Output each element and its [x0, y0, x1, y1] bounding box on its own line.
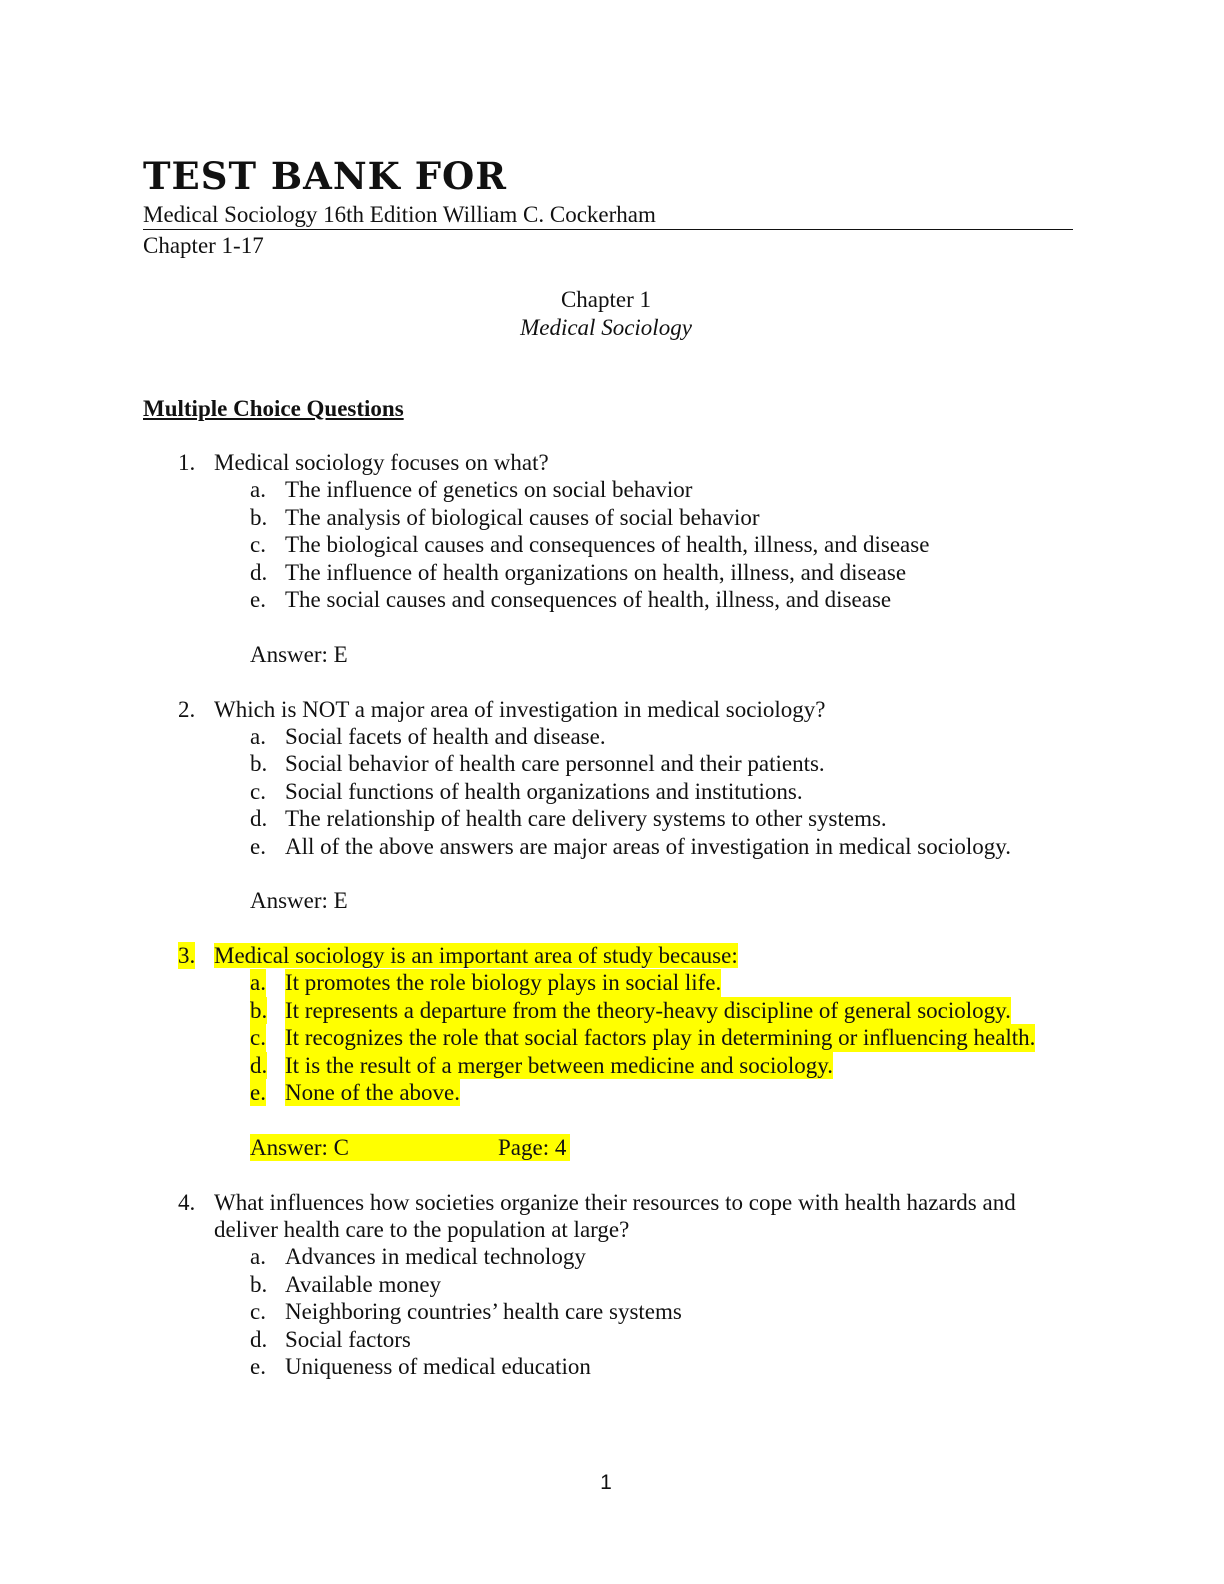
option-a	[0, 1243, 1224, 1270]
option-text: It promotes the role biology plays in social life.	[285, 970, 722, 996]
option-letter: a.	[250, 970, 266, 996]
option-text: The analysis of biological causes of social behavior	[285, 504, 760, 530]
question-list	[0, 449, 1224, 1380]
answer-text: Answer: C	[250, 1134, 350, 1160]
option-a	[0, 723, 1224, 750]
question-3	[0, 942, 1224, 1161]
option-letter: c.	[250, 532, 266, 558]
option-a	[0, 969, 1224, 996]
question-stem	[0, 1189, 1224, 1244]
option-text: The relationship of health care delivery systems to other systems.	[285, 806, 887, 832]
option-d	[0, 559, 1224, 586]
option-letter: c.	[250, 778, 266, 804]
page-number: 1	[600, 1471, 612, 1494]
page-reference: Page: 4	[498, 1134, 567, 1160]
option-text: The influence of health organizations on health, illness, and disease	[285, 559, 907, 585]
option-text: It recognizes the role that social factors play in determining or influencing health.	[285, 1025, 1036, 1051]
option-c	[0, 778, 1224, 805]
document-subtitle: Medical Sociology 16th Edition William C. Cockerham	[143, 202, 656, 227]
option-d	[0, 1052, 1224, 1079]
option-b	[0, 997, 1224, 1024]
option-c	[0, 1298, 1224, 1325]
option-text: The influence of genetics on social behavior	[285, 477, 693, 503]
answer-text: Answer: E	[250, 641, 348, 667]
option-e	[0, 1353, 1224, 1380]
answer-row	[0, 887, 1224, 914]
question-stem	[0, 942, 1224, 969]
question-number: 4.	[178, 1189, 196, 1215]
option-letter: e.	[250, 586, 266, 612]
question-4	[0, 1189, 1224, 1381]
option-text: Social factors	[285, 1326, 411, 1352]
option-list	[0, 969, 1224, 1106]
highlighted-text: Medical sociology is an important area of study because:	[214, 943, 738, 969]
option-letter: a.	[250, 1244, 266, 1270]
option-letter: d.	[250, 1326, 268, 1352]
answer-text: Answer: E	[250, 888, 348, 914]
question-number: 3.	[178, 943, 196, 969]
option-e	[0, 1079, 1224, 1106]
option-letter: e.	[250, 1080, 266, 1106]
chapter-heading	[0, 286, 1212, 342]
option-text: It represents a departure from the theory-heavy discipline of general sociology.	[285, 997, 1011, 1023]
option-letter: a.	[250, 723, 266, 749]
option-c	[0, 1024, 1224, 1051]
option-text: All of the above answers are major areas of investigation in medical sociology.	[285, 833, 1011, 859]
option-c	[0, 531, 1224, 558]
question-text: What influences how societies organize their resources to cope with health hazards and deliver health care to the population at large?	[214, 1189, 1016, 1242]
header-divider	[143, 229, 1073, 230]
chapter-name: Medical Sociology	[520, 315, 692, 340]
document-title: TEST BANK FOR	[143, 154, 507, 198]
option-letter: b.	[250, 751, 268, 777]
option-letter: b.	[250, 504, 268, 530]
chapter-label: Chapter 1	[560, 287, 652, 312]
option-text: Social functions of health organizations and institutions.	[285, 778, 803, 804]
option-e	[0, 586, 1224, 613]
option-letter: e.	[250, 1353, 266, 1379]
option-list	[0, 1243, 1224, 1380]
option-text: Neighboring countries’ health care systems	[285, 1299, 682, 1325]
question-number: 2.	[178, 696, 196, 722]
option-letter: d.	[250, 1052, 268, 1078]
option-a	[0, 476, 1224, 503]
option-text: The biological causes and consequences of health, illness, and disease	[285, 532, 930, 558]
question-text: Medical sociology focuses on what?	[214, 450, 549, 475]
answer-row	[0, 1134, 1224, 1161]
option-text: Social facets of health and disease.	[285, 723, 606, 749]
option-letter: a.	[250, 477, 266, 503]
option-list	[0, 723, 1224, 860]
chapter-range: Chapter 1-17	[143, 233, 264, 258]
option-text: None of the above.	[285, 1080, 460, 1106]
question-text: Which is NOT a major area of investigation in medical sociology?	[214, 696, 826, 722]
option-d	[0, 1326, 1224, 1353]
option-b	[0, 1271, 1224, 1298]
option-list	[0, 476, 1224, 613]
option-text: Advances in medical technology	[285, 1244, 586, 1270]
option-letter: e.	[250, 833, 266, 859]
section-heading: Multiple Choice Questions	[143, 396, 404, 421]
option-letter: d.	[250, 806, 268, 832]
question-stem	[0, 696, 1224, 723]
option-letter: d.	[250, 559, 268, 585]
option-text: Social behavior of health care personnel and their patients.	[285, 751, 825, 777]
option-text: Available money	[285, 1271, 442, 1297]
option-letter: c.	[250, 1025, 266, 1051]
question-stem	[0, 449, 1224, 476]
question-1	[0, 449, 1224, 668]
option-letter: b.	[250, 1271, 268, 1297]
question-text	[214, 942, 1054, 969]
option-b	[0, 504, 1224, 531]
answer-row	[0, 641, 1224, 668]
option-letter: c.	[250, 1299, 266, 1325]
option-b	[0, 750, 1224, 777]
option-text: Uniqueness of medical education	[285, 1353, 591, 1379]
option-e	[0, 833, 1224, 860]
option-letter: b.	[250, 997, 268, 1023]
question-2	[0, 696, 1224, 915]
option-text: The social causes and consequences of health, illness, and disease	[285, 586, 892, 612]
option-d	[0, 805, 1224, 832]
option-text: It is the result of a merger between medicine and sociology.	[285, 1052, 833, 1078]
question-number: 1.	[178, 450, 196, 475]
